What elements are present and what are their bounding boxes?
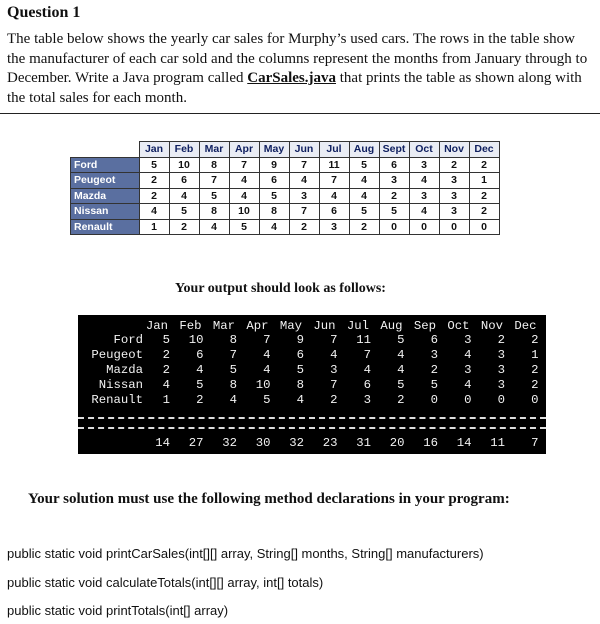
console-manufacturer: Mazda (106, 363, 143, 377)
method-declaration-print-car-sales: public static void printCarSales(int[][] array, String[] months, String[] manufacturers) (7, 546, 484, 561)
console-value: 4 (263, 363, 271, 377)
console-value: 4 (263, 348, 271, 362)
manufacturer-label: Peugeot (71, 173, 140, 189)
sales-cell: 0 (379, 219, 409, 235)
console-month: Jan (145, 319, 169, 333)
sales-cell: 5 (139, 157, 169, 173)
console-value: 8 (296, 378, 304, 392)
sales-cell: 2 (289, 219, 319, 235)
console-value: 4 (196, 363, 204, 377)
manufacturer-label: Ford (71, 157, 140, 173)
console-value: 2 (497, 333, 505, 347)
month-header: Sept (379, 142, 409, 158)
sales-cell: 5 (259, 188, 289, 204)
sales-cell: 5 (229, 219, 259, 235)
console-value: 6 (430, 333, 438, 347)
console-value: 4 (296, 393, 304, 407)
sales-cell: 4 (349, 188, 379, 204)
sales-cell: 3 (439, 188, 469, 204)
console-value: 4 (162, 378, 170, 392)
console-value: 2 (330, 393, 338, 407)
console-value: 3 (497, 363, 505, 377)
table-row (71, 204, 500, 220)
sales-cell: 2 (439, 157, 469, 173)
sales-cell: 1 (139, 219, 169, 235)
sales-cell: 0 (469, 219, 499, 235)
console-value: 5 (229, 363, 237, 377)
console-value: 6 (363, 378, 371, 392)
console-month: Aug (380, 319, 403, 333)
month-header: Dec (469, 142, 499, 158)
console-month: Feb (179, 319, 202, 333)
console-value: 4 (363, 363, 371, 377)
month-header: Apr (229, 142, 259, 158)
sales-cell: 8 (199, 204, 229, 220)
month-header: May (259, 142, 289, 158)
sales-cell: 5 (349, 204, 379, 220)
console-value: 2 (531, 363, 539, 377)
console-value: 2 (531, 378, 539, 392)
table-row (71, 157, 500, 173)
sales-cell: 3 (439, 204, 469, 220)
sales-cell: 5 (349, 157, 379, 173)
console-value: 5 (296, 363, 304, 377)
sales-cell: 11 (319, 157, 349, 173)
output-heading: Your output should look as follows: (175, 281, 386, 296)
solution-heading: Your solution must use the following method declarations in your program: (28, 491, 510, 507)
console-total: 7 (531, 436, 539, 450)
sales-cell: 10 (169, 157, 199, 173)
sales-cell: 2 (139, 173, 169, 189)
console-value: 4 (464, 348, 472, 362)
table-row (71, 219, 500, 235)
sales-cell: 7 (199, 173, 229, 189)
console-total: 16 (423, 436, 438, 450)
console-month-row (78, 319, 546, 333)
console-value: 5 (397, 333, 405, 347)
console-value: 10 (188, 333, 204, 347)
console-value: 7 (263, 333, 271, 347)
console-value: 7 (330, 378, 338, 392)
console-data-row (78, 393, 546, 407)
sales-cell: 8 (259, 204, 289, 220)
console-value: 4 (330, 348, 338, 362)
console-value: 3 (330, 363, 338, 377)
console-month: Nov (480, 319, 504, 333)
sales-cell: 4 (409, 204, 439, 220)
sales-cell: 4 (259, 219, 289, 235)
sales-cell: 2 (379, 188, 409, 204)
console-total: 32 (289, 436, 304, 450)
sales-cell: 7 (229, 157, 259, 173)
table-row (71, 173, 500, 189)
console-value: 1 (531, 348, 539, 362)
console-value: 5 (397, 378, 405, 392)
sales-cell: 3 (409, 188, 439, 204)
console-value: 5 (263, 393, 271, 407)
console-manufacturer: Peugeot (91, 348, 143, 362)
sales-cell: 5 (169, 204, 199, 220)
method-declaration-calculate-totals: public static void calculateTotals(int[][] array, int[] totals) (7, 575, 324, 590)
sales-cell: 6 (319, 204, 349, 220)
console-total: 14 (155, 436, 170, 450)
console-month: Dec (514, 319, 537, 333)
console-month: Oct (447, 319, 470, 333)
sales-cell: 3 (379, 173, 409, 189)
console-total: 31 (356, 436, 371, 450)
sales-cell: 2 (469, 188, 499, 204)
console-data-row (78, 363, 546, 377)
table-header-row (71, 142, 500, 158)
question-intro (7, 30, 595, 108)
console-value: 2 (430, 363, 438, 377)
console-totals-row (78, 436, 546, 450)
console-total: 20 (389, 436, 405, 450)
console-value: 4 (397, 363, 405, 377)
sales-cell: 9 (259, 157, 289, 173)
console-value: 8 (229, 378, 237, 392)
console-value: 2 (162, 348, 170, 362)
console-total: 32 (222, 436, 237, 450)
console-total: 23 (322, 436, 338, 450)
car-sales-table (70, 141, 500, 235)
program-filename: CarSales.java (247, 70, 337, 86)
sales-cell: 4 (199, 219, 229, 235)
sales-cell: 0 (409, 219, 439, 235)
console-manufacturer: Renault (91, 393, 143, 407)
console-value: 0 (464, 393, 472, 407)
console-total: 27 (188, 436, 204, 450)
sales-cell: 4 (139, 204, 169, 220)
sales-cell: 2 (169, 219, 199, 235)
month-header: Jul (319, 142, 349, 158)
console-total: 11 (490, 436, 505, 450)
console-value: 4 (397, 348, 405, 362)
sales-cell: 5 (199, 188, 229, 204)
table-body (71, 157, 500, 235)
sales-cell: 6 (379, 157, 409, 173)
console-separator (78, 417, 546, 429)
console-value: 7 (330, 333, 338, 347)
console-month: Sep (413, 319, 437, 333)
month-header: Jun (289, 142, 319, 158)
console-value: 3 (464, 333, 472, 347)
console-value: 2 (196, 393, 204, 407)
intro-text-end: that prints the table as shown along with the total sales for each month. (7, 70, 582, 106)
sales-cell: 4 (229, 173, 259, 189)
console-manufacturer: Ford (113, 333, 143, 347)
month-header: Nov (439, 142, 469, 158)
sales-cell: 4 (289, 173, 319, 189)
console-value: 2 (162, 363, 170, 377)
table-corner-cell (71, 142, 140, 158)
sales-cell: 0 (439, 219, 469, 235)
console-value: 9 (296, 333, 304, 347)
console-value: 0 (497, 393, 505, 407)
console-value: 1 (162, 393, 170, 407)
sales-cell: 4 (409, 173, 439, 189)
console-month: Jul (346, 319, 370, 333)
console-output (78, 315, 546, 454)
sales-cell: 3 (409, 157, 439, 173)
sales-cell: 2 (469, 157, 499, 173)
manufacturer-label: Nissan (71, 204, 140, 220)
sales-cell: 5 (379, 204, 409, 220)
console-value: 0 (430, 393, 438, 407)
console-value: 4 (229, 393, 237, 407)
console-value: 10 (255, 378, 271, 392)
sales-cell: 7 (289, 157, 319, 173)
month-header: Aug (349, 142, 379, 158)
console-value: 5 (196, 378, 204, 392)
console-data-row (78, 378, 546, 392)
sales-cell: 7 (289, 204, 319, 220)
sales-cell: 4 (349, 173, 379, 189)
console-total: 30 (255, 436, 271, 450)
sales-cell: 3 (289, 188, 319, 204)
intro-text-start: The table below shows the yearly car sales for Murphy’s used cars. The rows in the table show the manufacturer of each car sold and the columns represent the months from January through to December. Write a Java program called (7, 31, 588, 86)
console-value: 0 (531, 393, 539, 407)
console-month: Mar (212, 319, 236, 333)
sales-cell: 4 (229, 188, 259, 204)
sales-cell: 3 (319, 219, 349, 235)
console-value: 4 (464, 378, 472, 392)
sales-cell: 4 (169, 188, 199, 204)
console-month: May (279, 319, 303, 333)
console-value: 11 (356, 333, 371, 347)
month-header: Mar (199, 142, 229, 158)
sales-cell: 1 (469, 173, 499, 189)
console-manufacturer: Nissan (98, 378, 143, 392)
manufacturer-label: Mazda (71, 188, 140, 204)
console-value: 3 (363, 393, 371, 407)
question-title: Question 1 (7, 4, 81, 21)
console-value: 2 (531, 333, 539, 347)
month-header: Feb (169, 142, 199, 158)
console-month: Apr (246, 319, 269, 333)
sales-cell: 4 (319, 188, 349, 204)
sales-cell: 2 (469, 204, 499, 220)
console-total: 14 (456, 436, 472, 450)
console-value: 5 (430, 378, 438, 392)
console-data-row (78, 333, 546, 347)
sales-cell: 6 (169, 173, 199, 189)
console-value: 5 (162, 333, 170, 347)
console-data-row (78, 348, 546, 362)
console-value: 7 (363, 348, 371, 362)
console-value: 2 (397, 393, 405, 407)
month-header: Oct (409, 142, 439, 158)
method-declaration-print-totals: public static void printTotals(int[] array) (7, 603, 229, 618)
sales-cell: 10 (229, 204, 259, 220)
manufacturer-label: Renault (71, 219, 140, 235)
month-header: Jan (139, 142, 169, 158)
console-value: 6 (296, 348, 304, 362)
console-value: 3 (464, 363, 472, 377)
sales-cell: 2 (139, 188, 169, 204)
sales-cell: 7 (319, 173, 349, 189)
console-value: 3 (497, 348, 505, 362)
console-value: 6 (196, 348, 204, 362)
console-month: Jun (313, 319, 336, 333)
sales-cell: 6 (259, 173, 289, 189)
sales-cell: 2 (349, 219, 379, 235)
sales-cell: 3 (439, 173, 469, 189)
sales-cell: 8 (199, 157, 229, 173)
console-value: 3 (497, 378, 505, 392)
divider-line (0, 113, 600, 114)
console-value: 8 (229, 333, 237, 347)
console-value: 7 (229, 348, 237, 362)
console-value: 3 (430, 348, 438, 362)
table-row (71, 188, 500, 204)
